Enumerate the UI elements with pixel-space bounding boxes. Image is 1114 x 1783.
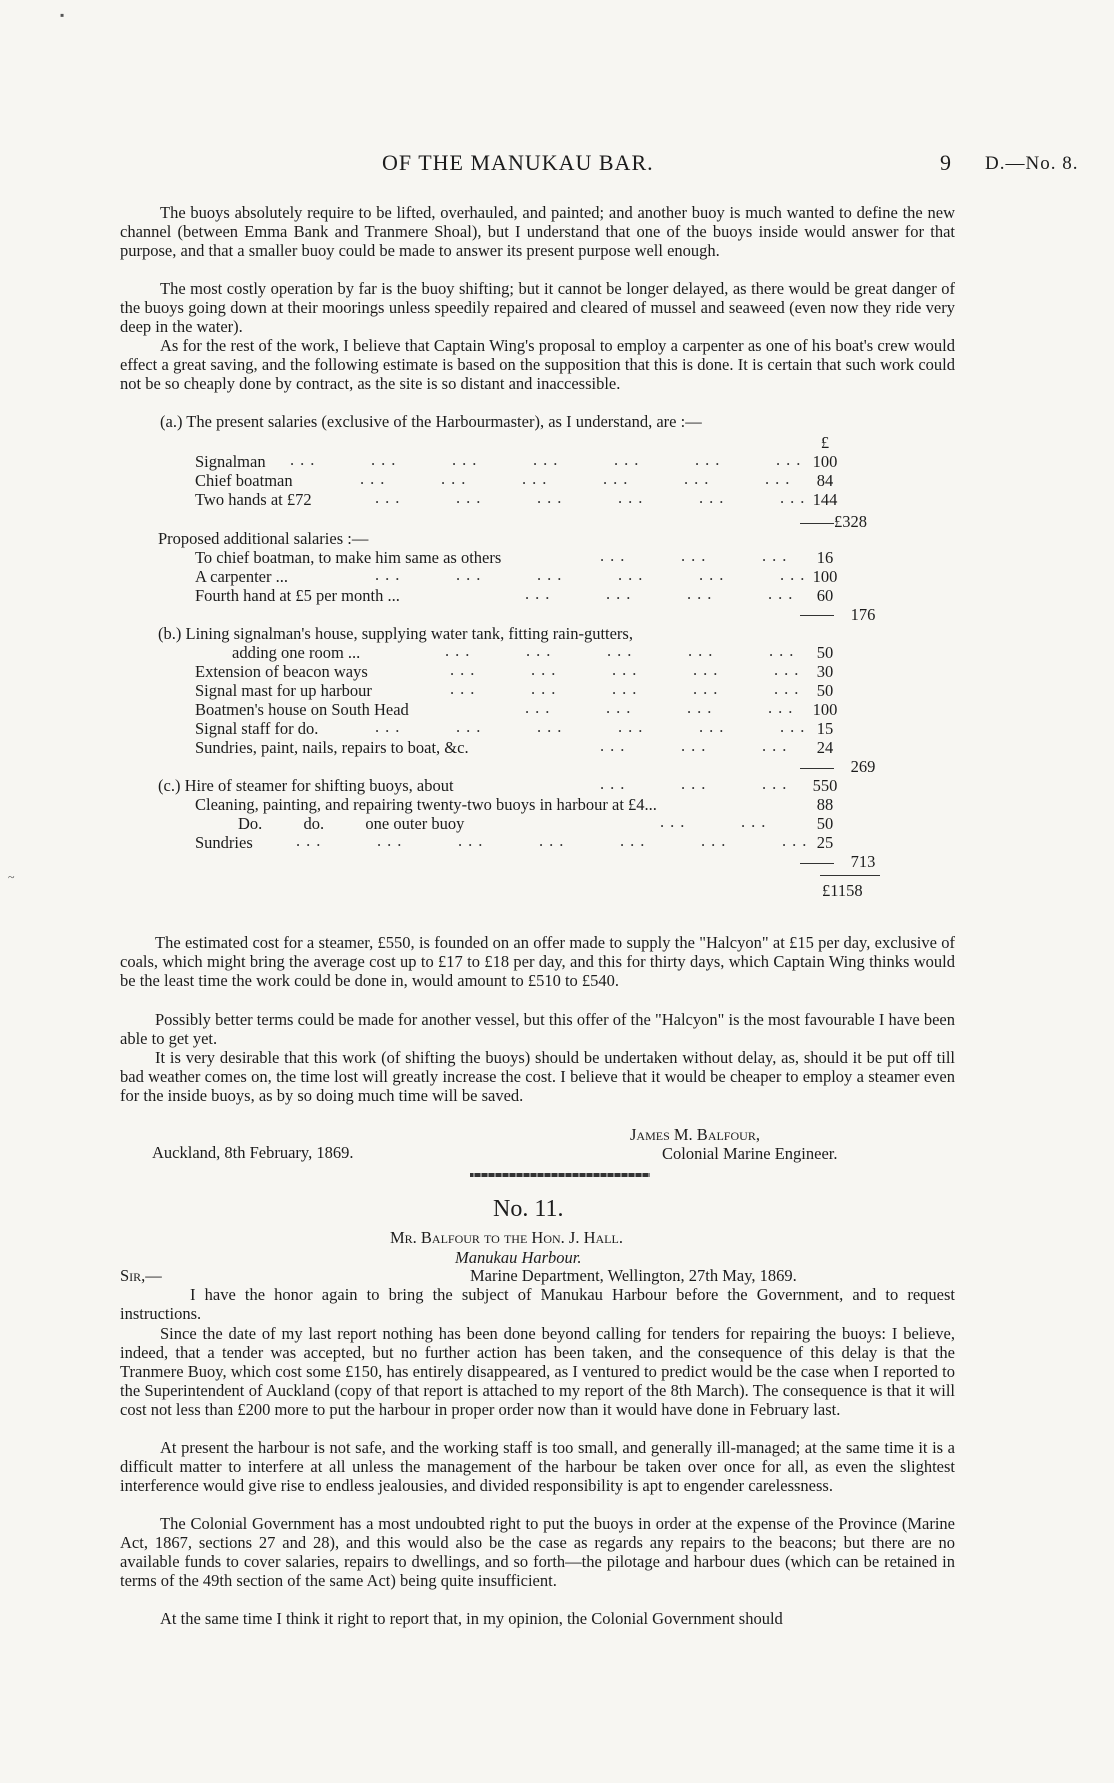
dot-leader: ... ... ... ... ... ... — [360, 469, 796, 488]
item-amount: 60 — [816, 586, 834, 605]
item-label: Cleaning, painting, and repairing twenty-two buoys in harbour at £4... — [195, 795, 657, 814]
subtotal: 713 — [850, 852, 876, 871]
paragraph: It is very desirable that this work (of shifting the buoys) should be undertaken without delay, as, should it be put off till bad weather comes on, the time lost will greatly increase the cost. I believe that it would be cheaper to employ a steamer even for the inside buoys, as by so doing much time will be saved. — [120, 1048, 955, 1105]
letter-address: Marine Department, Wellington, 27th May, 1869. — [470, 1266, 797, 1285]
paragraph: Possibly better terms could be made for another vessel, but this offer of the "Halcyon" is the most favourable I have been able to get yet. — [120, 1010, 955, 1048]
letter-heading: Mr. Balfour to the Hon. J. Hall. — [390, 1228, 623, 1247]
subtotal-rule — [800, 523, 834, 524]
place-date: Auckland, 8th February, 1869. — [152, 1143, 354, 1162]
paragraph: Since the date of my last report nothing has been done beyond calling for tenders for repairing the buoys: I believe, indeed, that a tender was accepted, but no further action has been taken, and the consequence of this delay is that the Tranmere Buoy, which cost some £150, has entirely disappeared, as I ventured to predict would be the case when I reported to the Superintendent of Auckland (copy of that report is attached to my report of the 8th March). The consequence is that it will cost not less than £200 more to put the harbour in proper order now than it would have done in February last. — [120, 1324, 955, 1419]
dot-leader: ... ... ... ... ... ... — [375, 717, 811, 736]
item-amount: 100 — [812, 700, 838, 719]
item-amount: 88 — [816, 795, 834, 814]
salutation: Sir,— — [120, 1266, 162, 1285]
section-a-intro: (a.) The present salaries (exclusive of the Harbourmaster), as I understand, are :— — [160, 412, 702, 431]
item-amount: 50 — [816, 643, 834, 662]
dot-leader: ... ... ... ... ... ... — [375, 565, 811, 584]
grand-total: £1158 — [822, 881, 863, 900]
signatory-title: Colonial Marine Engineer. — [662, 1144, 838, 1163]
letter-number: No. 11. — [493, 1196, 564, 1222]
item-label: Signal staff for do. — [195, 719, 319, 738]
item-amount: 50 — [816, 681, 834, 700]
item-label: (c.) Hire of steamer for shifting buoys, about — [158, 776, 454, 795]
dot-leader: ... ... ... ... — [525, 698, 799, 717]
item-label: A carpenter ... — [195, 567, 288, 586]
item-label: Two hands at £72 — [195, 490, 312, 509]
dot-leader: ... ... ... ... ... ... ... — [296, 831, 813, 850]
dot-leader: ... ... ... ... ... — [445, 641, 800, 660]
item-label: Do. do. one outer buoy — [238, 814, 465, 833]
dot-leader: ... ... ... ... ... — [450, 679, 805, 698]
page-number: 9 — [940, 150, 952, 175]
dot-leader: ... ... ... ... — [525, 584, 799, 603]
item-label: Boatmen's house on South Head — [195, 700, 409, 719]
item-amount: 30 — [816, 662, 834, 681]
item-label: Extension of beacon ways — [195, 662, 368, 681]
item-amount: 100 — [812, 452, 838, 471]
subtotal-rule — [800, 863, 834, 864]
margin-mark: ~ — [8, 870, 15, 884]
paragraph: The most costly operation by far is the buoy shifting; but it cannot be longer delayed, as there would be great danger of the buoys going down at their moorings unless speedily repaired and cleared of mussel and seaweed (even now they ride very deep in the water). — [120, 279, 955, 336]
dot-leader: ... ... ... — [600, 736, 793, 755]
dot-leader: ... ... ... ... ... ... ... — [290, 450, 807, 469]
paragraph: The buoys absolutely require to be lifted, overhauled, and painted; and another buoy is much wanted to define the new channel (between Emma Bank and Tranmere Shoal), but I understand that one of the buoys inside would answer for that purpose, and that a smaller buoy could be made to answer its present purpose well enough. — [120, 203, 955, 260]
section-b-line: (b.) Lining signalman's house, supplying water tank, fitting rain-gutters, — [158, 624, 633, 643]
item-amount: 25 — [816, 833, 834, 852]
margin-mark: ▪ — [60, 8, 65, 22]
proposed-label: Proposed additional salaries :— — [158, 529, 369, 548]
item-amount: 144 — [812, 490, 838, 509]
item-label: Signalman — [195, 452, 266, 471]
running-title: OF THE MANUKAU BAR. — [382, 150, 654, 175]
item-label: Sundries — [195, 833, 253, 852]
item-label: Signal mast for up harbour — [195, 681, 372, 700]
subtotal: 176 — [850, 605, 876, 624]
item-label: Sundries, paint, nails, repairs to boat, &c. — [195, 738, 469, 757]
paragraph: The estimated cost for a steamer, £550, is founded on an offer made to supply the "Halcyon" at £15 per day, exclusive of coals, which might bring the average cost up to £17 to £18 per day, and this for thirty days, which Captain Wing thinks would be the least time the work could be done in, would amount to £510 to £540. — [120, 933, 955, 990]
item-amount: 100 — [812, 567, 838, 586]
paragraph: As for the rest of the work, I believe that Captain Wing's proposal to employ a carpenter as one of his boat's crew would effect a great saving, and the following estimate is based on the supposition that this is done. It is certain that such work could not be so cheaply done by contract, as the site is so distant and inaccessible. — [120, 336, 955, 393]
subtotal: £328 — [834, 512, 867, 531]
total-rule — [820, 875, 880, 876]
item-label: Fourth hand at £5 per month ... — [195, 586, 400, 605]
dot-leader: ... ... ... — [600, 774, 793, 793]
dot-leader: ... ... — [660, 812, 772, 831]
item-amount: 84 — [816, 471, 834, 490]
item-label: To chief boatman, to make him same as others — [195, 548, 502, 567]
paragraph: At the same time I think it right to report that, in my opinion, the Colonial Government should — [160, 1609, 783, 1628]
subtotal-rule — [800, 615, 834, 616]
signatory-name: James M. Balfour, — [630, 1125, 760, 1144]
subtotal-rule — [800, 768, 834, 769]
letter-subject: Manukau Harbour. — [455, 1248, 582, 1267]
subtotal: 269 — [850, 757, 876, 776]
item-amount: 550 — [812, 776, 838, 795]
paragraph: I have the honor again to bring the subject of Manukau Harbour before the Government, and to request instructions. — [120, 1285, 955, 1323]
currency-symbol: £ — [820, 433, 830, 452]
item-label: adding one room ... — [232, 643, 361, 662]
section-divider — [470, 1173, 650, 1177]
item-amount: 15 — [816, 719, 834, 738]
dot-leader: ... ... ... ... ... — [450, 660, 805, 679]
paragraph: The Colonial Government has a most undoubted right to put the buoys in order at the expense of the Province (Marine Act, 1867, sections 27 and 28), and this would also be the case as regards any repairs to the beacons; but there are no available funds to cover salaries, repairs to dwellings, and so forth—the pilotage and harbour dues (which can be retained in terms of the 49th section of the same Act) being quite insufficient. — [120, 1514, 955, 1590]
dot-leader: ... ... ... ... ... ... — [375, 488, 811, 507]
document-reference: D.—No. 8. — [985, 153, 1079, 174]
item-amount: 50 — [816, 814, 834, 833]
item-amount: 24 — [816, 738, 834, 757]
item-amount: 16 — [816, 548, 834, 567]
dot-leader: ... ... ... — [600, 546, 793, 565]
paragraph: At present the harbour is not safe, and the working staff is too small, and generally ill-managed; at the same time it is a difficult matter to interfere at all unless the management of the harbour be taken over once for all, as even the slightest interference would give rise to endless jealousies, and divided responsibility is apt to engender carelessness. — [120, 1438, 955, 1495]
item-label: Chief boatman — [195, 471, 293, 490]
